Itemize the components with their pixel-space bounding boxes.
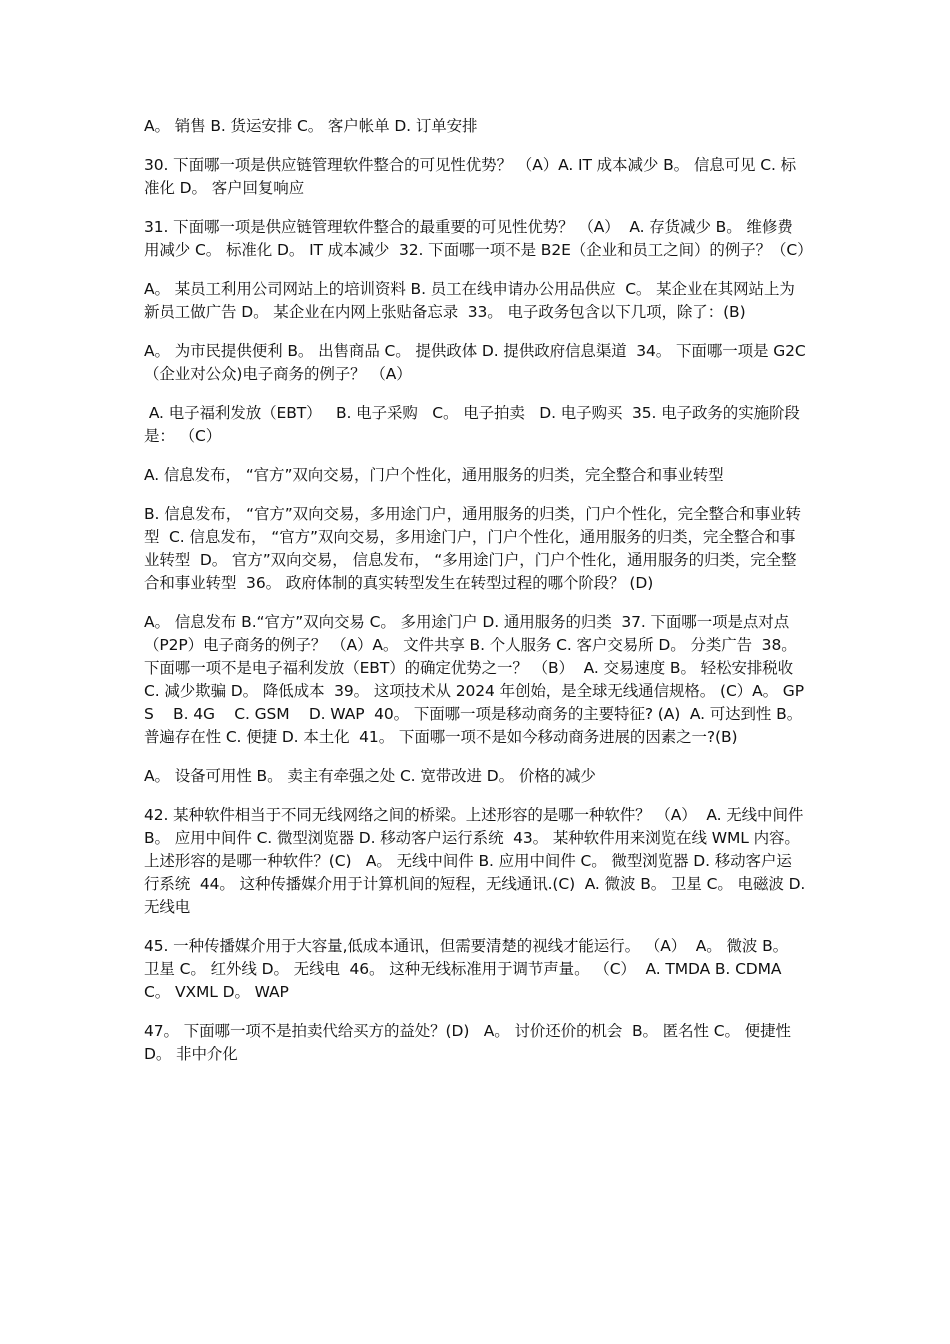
paragraph-options-34-question-35: A. 电子福利发放（EBT） B. 电子采购 C。 电子拍卖 D. 电子购买 35. 电子政务的实施阶段是： （C） (144, 404, 800, 445)
paragraph-answer-29-options: A。 销售 B. 货运安排 C。 客户帐单 D. 订单安排 (144, 117, 478, 135)
paragraph-question-30: 30. 下面哪一项是供应链管理软件整合的可见性优势？ （A）A. IT 成本减少 B。 信息可见 C. 标准化 D。 客户回复响应 (144, 156, 797, 197)
paragraph-questions-36-41: A。 信息发布 B.“官方”双向交易 C。 多用途门户 D. 通用服务的归类 37. 下面哪一项是点对点（P2P）电子商务的例子？ （A）A。 文件共享 B. 个人服务 C. 客户交易所 D。 分类广告 38。 下面哪一项不是电子福利发放（EBT）的确定优势之一？ （B） A. 交易速度 B。 轻松安排税收 C. 减少欺骗 D。 降低成本 39。 这项技术从 2024 年创始，是全球无线通信规格。 (C）A。 GPS B. 4G C. GSM D. WAP 40。 下面哪一项是移动商务的主要特征? (A) A. 可达到性 B。 普遍存在性 C. 便捷 D. 本土化 41。 下面哪一项不是如今移动商务进展的因素之一?(B) (144, 613, 807, 746)
paragraph-question-47: 47。 下面哪一项不是拍卖代给买方的益处？(D) A。 讨价还价的机会 B。 匿名性 C。 便捷性 D。 非中介化 (144, 1022, 801, 1063)
paragraph-options-33-question-34: A。 为市民提供便利 B。 出售商品 C。 提供政体 D. 提供政府信息渠道 34。 下面哪一项是 G2C（企业对公众)电子商务的例子？ （A） (144, 342, 806, 383)
paragraph-option-35a: A. 信息发布， “官方”双向交易，门户个性化，通用服务的归类，完全整合和事业转型 (144, 466, 724, 484)
document-page (144, 115, 813, 1082)
paragraph-questions-45-46: 45. 一种传播媒介用于大容量,低成本通讯，但需要清楚的视线才能运行。 （A） A。 微波 B。 卫星 C。 红外线 D。 无线电 46。 这种无线标准用于调节声量。 （C） A. TMDA B. CDMA C。 VXML D。 WAP (144, 937, 793, 1001)
paragraph-question-31-32: 31. 下面哪一项是供应链管理软件整合的最重要的可见性优势？ （A） A. 存货减少 B。 维修费用减少 C。 标准化 D。 IT 成本减少 32. 下面哪一项不是 B2E（企业和员工之间）的例子？（C） (144, 218, 813, 259)
paragraph-options-32-question-33: A。 某员工利用公司网站上的培训资料 B. 员工在线申请办公用品供应 C。 某企业在其网站上为新员工做广告 D。 某企业在内网上张贴备忘录 33。 电子政务包含以下几项，除了：(B) (144, 280, 795, 321)
paragraph-options-41: A。 设备可用性 B。 卖主有牵强之处 C. 宽带改进 D。 价格的减少 (144, 767, 596, 785)
paragraph-options-35bcd-question-36: B. 信息发布， “官方”双向交易，多用途门户，通用服务的归类，门户个性化，完全整合和事业转型 C. 信息发布， “官方”双向交易，多用途门户，门户个性化，通用服务的归类，完全整合和事业转型 D。 官方”双向交易， 信息发布， “多用途门户，门户个性化，通用服务的归类，完全整合和事业转型 36。 政府体制的真实转型发生在转型过程的哪个阶段？ (D) (144, 505, 801, 592)
paragraph-questions-42-44: 42. 某种软件相当于不同无线网络之间的桥梁。上述形容的是哪一种软件？ （A） A. 无线中间件 B。 应用中间件 C. 微型浏览器 D. 移动客户运行系统 43。 某种软件用来浏览在线 WML 内容。上述形容的是哪一种软件？(C) A。 无线中间件 B. 应用中间件 C。 微型浏览器 D. 移动客户运行系统 44。 这种传播媒介用于计算机间的短程，无线通讯.(C) A. 微波 B。 卫星 C。 电磁波 D. 无线电 (144, 806, 811, 916)
